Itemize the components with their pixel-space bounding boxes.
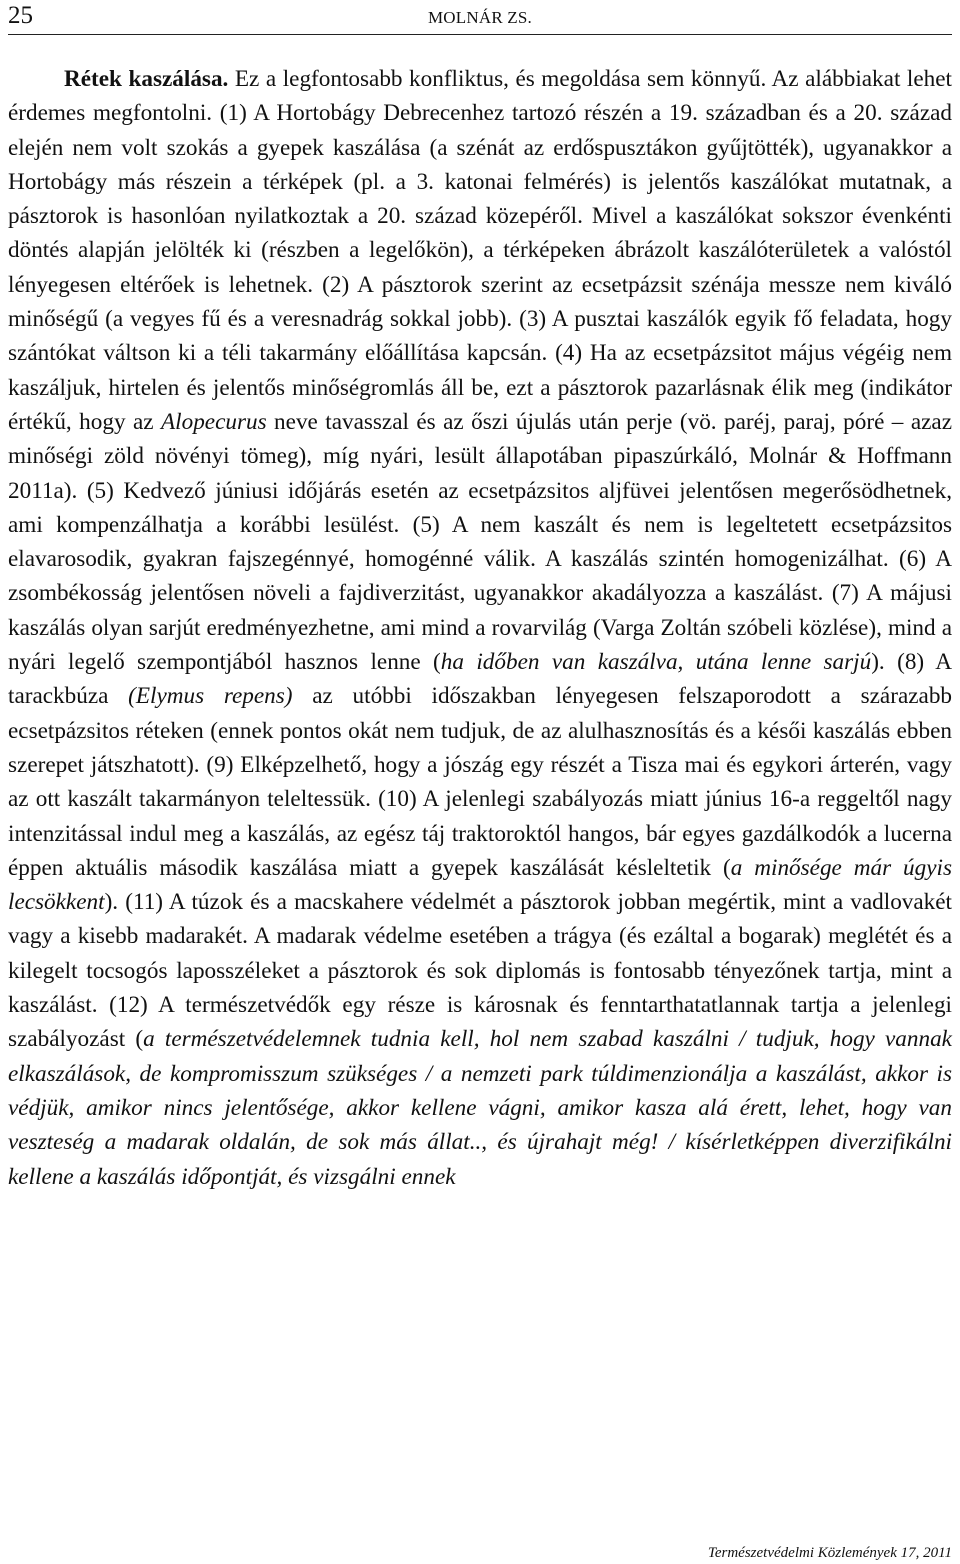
text-run: ). (8) A tarackbúza <box>8 649 952 710</box>
italic-text-run: Alopecurus <box>161 408 267 435</box>
text-run: Ez a legfontosabb konfliktus, és megoldása sem könnyű. Az alábbiakat lehet érdemes megfontolni. (1) A Hortobágy Debrecenhez tartozó részén a 19. században és a 20. század elején nem volt szokás a gyepek kaszálása (a szénát az erdőspusztákon gyűjtötték), ugyanakkor a Hortobágy más részein a térképek (pl. a 3. katonai felmérés) is jelentős kaszálókat mutatnak, a pásztorok is hasonlóan nyilatkoztak a 20. század közepéről. Mivel a kaszálókat sokszor évenkénti döntés alapján jelölték ki (részben a legelőkön), a térképeken ábrázolt kaszálóterületek a valóstól lényegesen eltérőek is lehetnek. (2) A pásztorok szerint az ecsetpázsit szénája messze nem kiváló minőségű (a vegyes fű és a veresnadrág sokkal jobb). (3) A pusztai kaszálók egyik fő feladata, hogy szántókat váltson ki a téli takarmány előállítása kapcsán. (4) Ha az ecsetpázsitot május végéig nem kaszáljuk, hirtelen és jelentős minőségromlás áll be, ezt a pásztorok pazarlásnak élik meg (indikátor értékű, hogy az <box>8 66 952 435</box>
page-number: 25 <box>8 2 33 29</box>
italic-text-run: a minősége már úgyis lecsökkent <box>8 854 952 916</box>
text-run: neve tavasszal és az őszi újulás után perje (vö. paréj, paraj, póré – azaz minőségi zöld növényi tömeg), míg nyári, lesült állapotában pipaszúrkáló, Molnár & Hoffmann 2011a). (5) Kedvező júniusi időjárás esetén az ecsetpázsitos aljfüvei jelentősen megerősödhetnek, ami kompenzálhatja a korábbi lesülést. (5) A nem kaszált és nem is legeltetett ecsetpázsitos elavarosodik, gyakran fajszegénnyé, homogénné válik. A kaszálás szintén homogenizálhat. (6) A zsombékosság jelentősen növeli a fajdiverzitást, ugyanakkor akadályozza a kaszálást. (7) A májusi kaszálás olyan sarjút eredményezhetne, ami mind a rovarvilág (Varga Zoltán szóbeli közlése), mind a nyári legelő szempontjából hasznos lenne ( <box>8 408 952 676</box>
italic-text-run: a természetvédelemnek tudnia kell, hol nem szabad kaszálni / tudjuk, hogy vannak elkaszálások, de kompromisszum szükséges / a nemzeti park túldimenzionálja a kaszálást, akkor is védjük, amikor nincs jelentősége, akkor kellene vágni, amikor kasza alá érett, lehet, hogy van veszteség a madarak oldalán, de sok más állat.., és újrahajt még! / kísérletképpen diverzifikálni kellene a kaszálás időpontját, és vizsgálni ennek <box>8 1026 952 1190</box>
body-paragraph <box>8 62 952 1194</box>
page-header <box>8 0 952 35</box>
text-run: az utóbbi időszakban lényegesen felszaporodott a szárazabb ecsetpázsitos réteken (ennek pontos okát nem tudjuk, de az alulhasznosítás és a késői kaszálás ebben szerepet játszhatott). (9) Elképzelhető, hogy a jószág egy részét a Tisza mai és egykori árterén, vagy az ott kaszált takarmányon teleltessük. (10) A jelenlegi szabályozás miatt június 16-a reggeltől nagy intenzitással indul meg a kaszálás, az egész táj traktoroktól hangos, bár egyes gazdálkodók a lucerna éppen aktuális második kaszálása miatt a gyepek kaszálását késleltetik ( <box>8 683 953 881</box>
section-heading: Rétek kaszálása. <box>64 66 229 92</box>
running-head: MOLNÁR ZS. <box>427 8 532 27</box>
italic-text-run: ha időben van kaszálva, utána lenne sarjú <box>440 649 872 676</box>
text-run: ). (11) A túzok és a macskahere védelmét a pásztorok jobban megértik, mint a vadlovakét vagy a kisebb madarakét. A madarak védelme esetében a trágya (és ezáltal a bogarak) meglétét és a kilegelt tocsogós laposszéleket a pásztorok és sok diplomás is fontosabb tényezőnek tartja, mint a kaszálást. (12) A természetvédők egy része is károsnak és fenntarthatatlannak tartja a jelenlegi szabályozást ( <box>8 889 952 1053</box>
journal-footer: Természetvédelmi Közlemények 17, 2011 <box>707 1545 952 1561</box>
italic-text-run: (Elymus repens) <box>128 683 293 710</box>
